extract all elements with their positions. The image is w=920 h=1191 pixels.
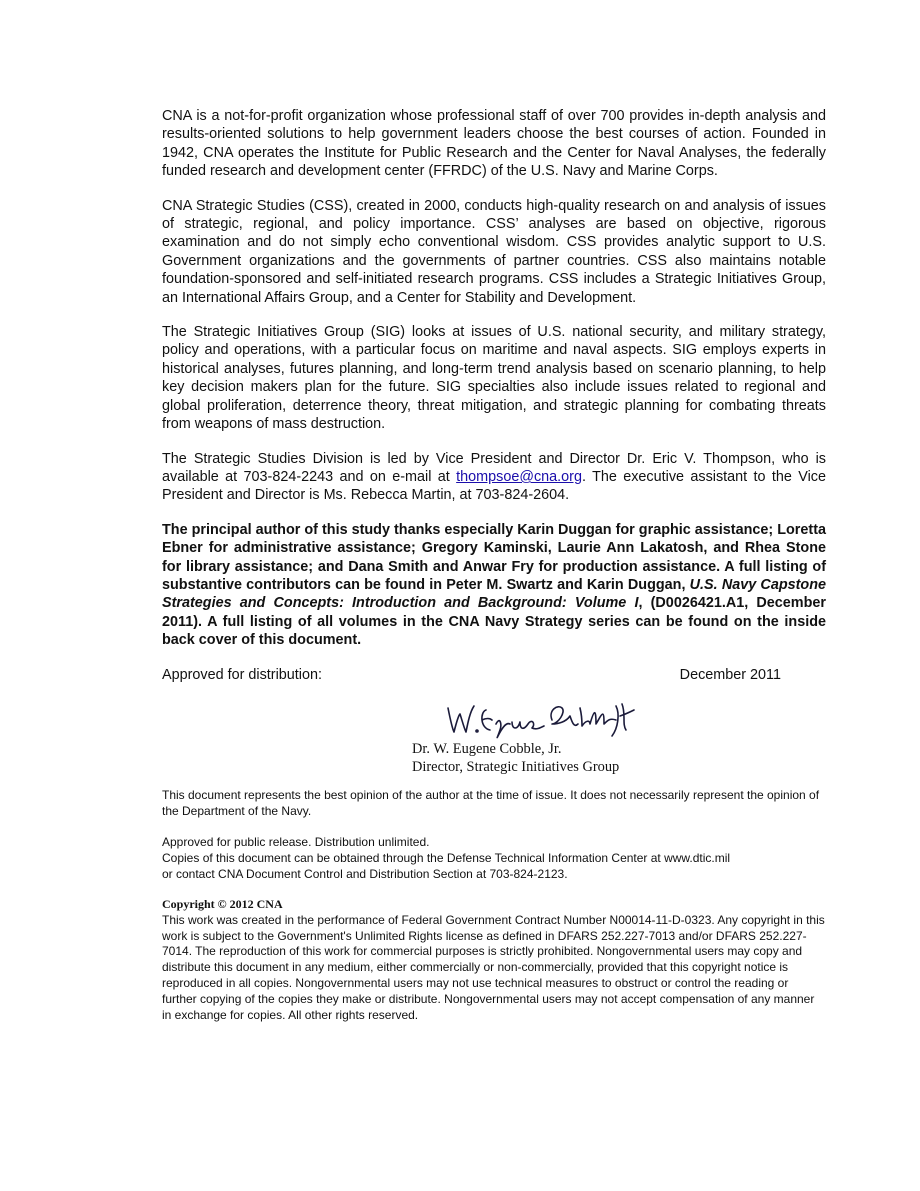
release-line-1: Approved for public release. Distribution unlimited. — [162, 835, 430, 849]
approval-row — [162, 666, 781, 684]
approval-label: Approved for distribution: — [162, 666, 322, 683]
copyright-section — [162, 897, 826, 1023]
release-line-3: or contact CNA Document Control and Distribution Section at 703-824-2123. — [162, 866, 568, 881]
signatory-name: Dr. W. Eugene Cobble, Jr. — [412, 741, 562, 757]
handwritten-signature — [440, 694, 640, 740]
ack-text: The principal author of this study thanks especially Karin Duggan for graphic assistance; Loretta Ebner for administrative assistance; Gregory Kaminski, Laurie Ann Lakatosh, and Rhea Stone for library assistance; and Dana Smith and Anwar Fry for production assistance. A full listing of substantive contributors can be found in Peter M. Swartz and Karin Duggan, — [162, 521, 826, 593]
ack-text-after: , (D0026421.A1, December 2011). A full listing of all volumes in the CNA Navy Strategy series can be found on the inside back cover of this document. — [162, 595, 826, 649]
disclaimer-text: This document represents the best opinion of the author at the time of issue. It does not necessarily represent the opinion of the Department of the Navy. — [162, 788, 820, 818]
paragraph-cna-overview: CNA is a not-for-profit organization whose professional staff of over 700 provides in-depth analysis and results-oriented solutions to help government leaders choose the best courses of action. Founded in 1942, CNA operates the Institute for Public Research and the Center for Naval Analyses, the federally funded research and development center (FFRDC) of the U.S. Navy and Marine Corps. — [162, 108, 826, 180]
signature-block — [412, 694, 732, 776]
paragraph-css-overview: CNA Strategic Studies (CSS), created in 2000, conducts high-quality research on and analysis of issues of strategic, regional, and policy importance. CSS’ analyses are based on objective, rigorous examination and do not simply echo conventional wisdom. CSS provides analytic support to U.S. Government organizations and the governments of partner countries. CSS also maintains notable foundation-sponsored and self-initiated research programs. CSS includes a Strategic Initiatives Group, an International Affairs Group, and a Center for Stability and Development. — [162, 197, 826, 306]
release-notice — [162, 835, 826, 882]
copyright-heading: Copyright © 2012 CNA — [162, 897, 283, 911]
contact-text-before: The Strategic Studies Division is led by Vice President and Director Dr. Eric V. Thompson, who is available at 703-824-2243 and on e-mail at — [162, 450, 826, 485]
document-page — [162, 107, 826, 1022]
copyright-text: This work was created in the performance of Federal Government Contract Number N00014-11-D-0323. Any copyright in this work is subject to the Government's Unlimited Rights license as defined in DFARS 252.227-7013 and/or DFARS 252.227-7014. The reproduction of this work for commercial purposes is strictly prohibited. Nongovernmental users may copy and distribute this document in any medium, either commercially or non-commercially, provided that this copyright notice is reproduced in all copies. Nongovernmental users may not use technical measures to obstruct or control the reading or further copying of the copies they make or distribute. Nongovernmental users may not accept compensation of any manner in exchange for copies. All other rights reserved. — [162, 912, 825, 1022]
signatory-title: Director, Strategic Initiatives Group — [412, 759, 620, 775]
paragraph-sig-overview: The Strategic Initiatives Group (SIG) looks at issues of U.S. national security, and military strategy, policy and operations, with a particular focus on maritime and naval aspects. SIG employs experts in historical analyses, futures planning, and long-term trend analysis based on scenario planning, to help key decision makers plan for the future. SIG specialties also include issues related to regional and global proliferation, deterrence theory, threat mitigation, and strategic planning for combating threats from weapons of mass destruction. — [162, 324, 826, 433]
paragraph-contact — [162, 450, 826, 505]
paragraph-acknowledgement — [162, 521, 826, 650]
email-link[interactable]: thompsoe@cna.org — [456, 468, 582, 485]
ack-cited-title: U.S. Navy Capstone Strategies and Concepts: Introduction and Background: Volume I — [162, 576, 826, 612]
contact-text-after: . The executive assistant to the Vice President and Director is Ms. Rebecca Martin, at 703-824-2604. — [162, 468, 826, 504]
release-line-2: Copies of this document can be obtained through the Defense Technical Information Center at www.dtic.mil — [162, 850, 731, 865]
approval-date: December 2011 — [679, 666, 781, 683]
